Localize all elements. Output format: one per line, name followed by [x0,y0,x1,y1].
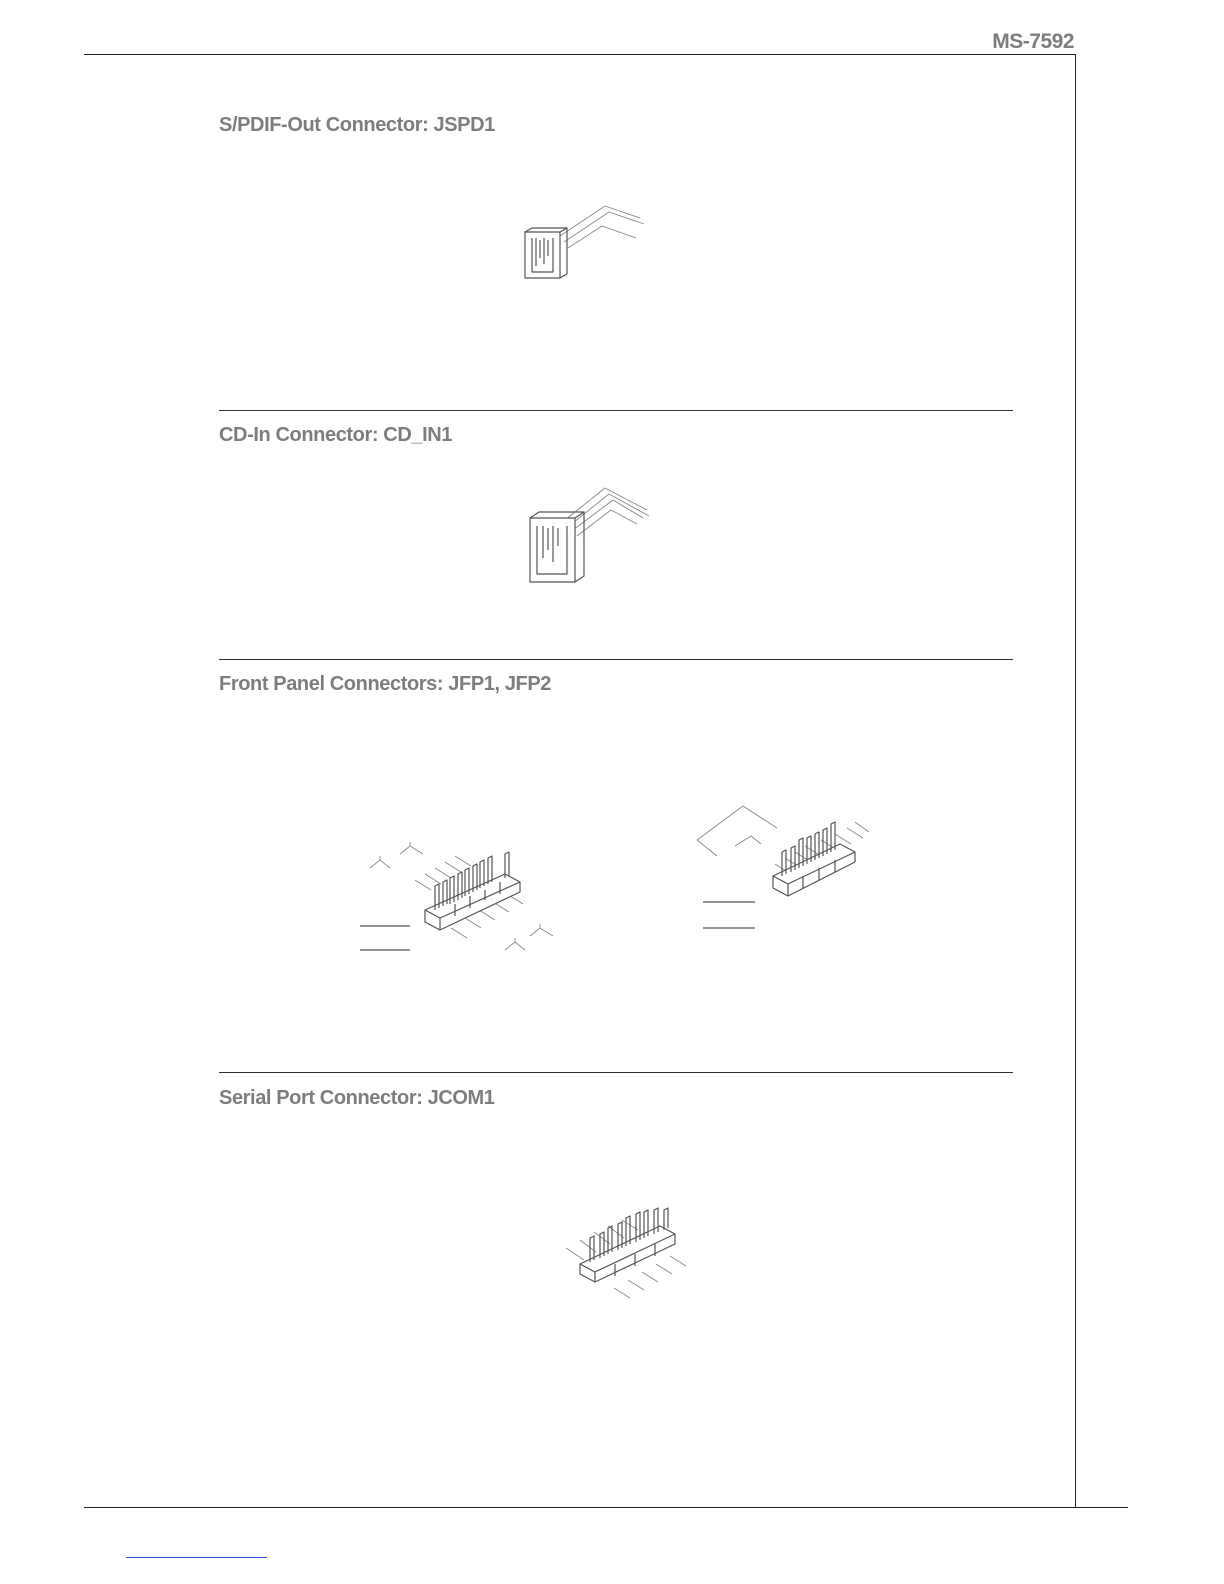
header-rule [84,54,1076,55]
footer-rule [84,1507,1128,1508]
right-margin-rule [1075,54,1076,1507]
section-title-front-panel: Front Panel Connectors: JFP1, JFP2 [219,673,552,695]
section-title-serial-port: Serial Port Connector: JCOM1 [219,1087,495,1109]
cd-in-connector-diagram [525,480,665,590]
section-divider [219,1072,1013,1073]
jcom1-connector-diagram [560,1200,705,1300]
section-divider [219,410,1013,411]
section-title-cd-in: CD-In Connector: CD_IN1 [219,424,453,446]
section-divider [219,659,1013,660]
jfp1-connector-diagram [355,838,565,963]
section-title-spdif: S/PDIF-Out Connector: JSPD1 [219,114,495,136]
footer-link-underline[interactable] [126,1557,267,1558]
jfp2-connector-diagram [695,800,880,935]
model-number: MS-7592 [992,30,1074,53]
spdif-connector-diagram [520,200,650,290]
